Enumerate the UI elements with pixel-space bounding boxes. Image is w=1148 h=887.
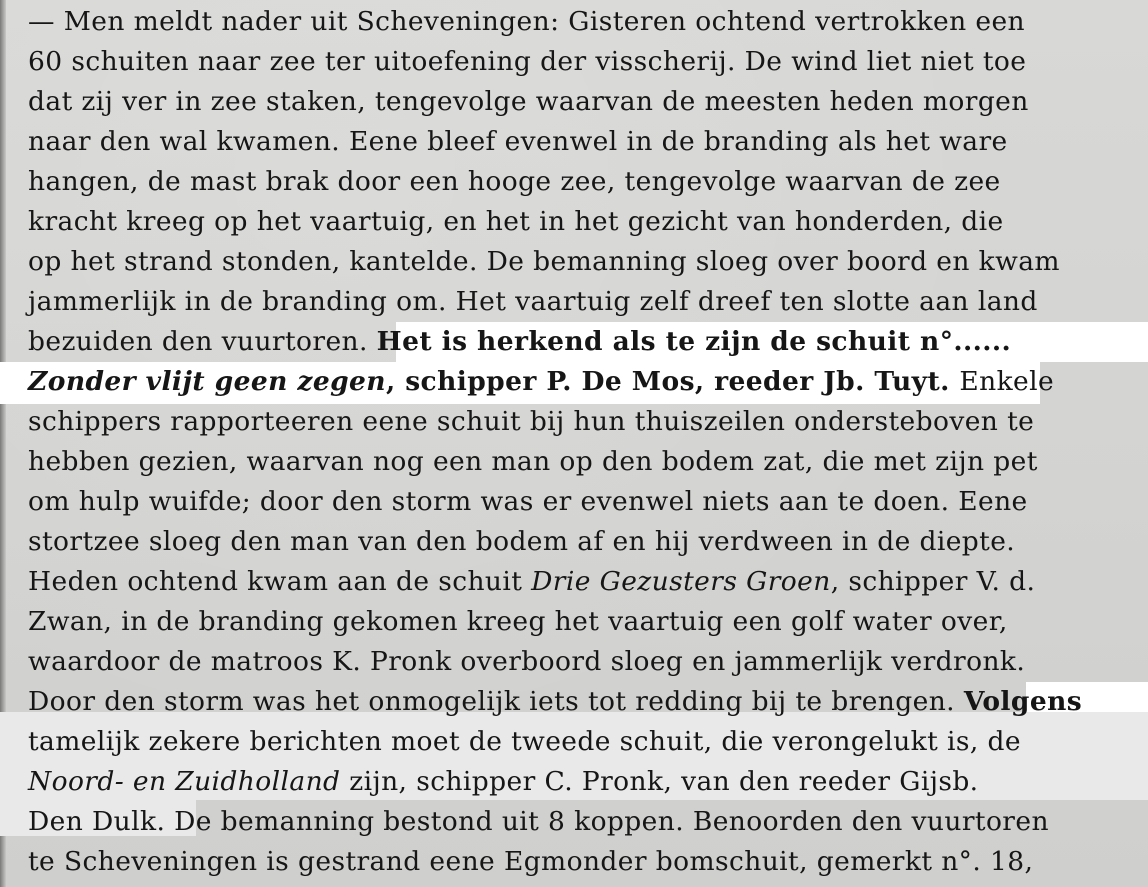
article-line (28, 722, 1132, 762)
article-line (28, 242, 1132, 282)
article-line (28, 42, 1132, 82)
article-line (28, 322, 1132, 362)
article-line (28, 442, 1132, 482)
article-line (28, 482, 1132, 522)
article-line (28, 362, 1132, 402)
article-line (28, 602, 1132, 642)
text-segment: Door den storm was het onmogelijk iets tot redding bij te brengen. (28, 686, 964, 717)
text-segment: op het strand stonden, kantelde. De bemanning sloeg over boord en kwam (28, 246, 1060, 277)
article-line (28, 682, 1132, 722)
text-segment: Zonder vlijt geen zegen (28, 366, 386, 397)
text-segment: waardoor de matroos K. Pronk overboord sloeg en jammerlijk verdronk. (28, 646, 1026, 677)
text-segment: Heden ochtend kwam aan de schuit (28, 566, 532, 597)
article-line (28, 802, 1132, 842)
text-segment: 60 schuiten naar zee ter uitoefening der visscherij. De wind liet niet toe (28, 46, 1027, 77)
text-segment: dat zij ver in zee staken, tengevolge waarvan de meesten heden morgen (28, 86, 1029, 117)
text-segment: Noord- en Zuidholland (28, 766, 341, 797)
text-segment: Volgens (963, 686, 1083, 717)
text-segment: naar den wal kwamen. Eene bleef evenwel in de branding als het ware (28, 126, 1008, 157)
article-line (28, 522, 1132, 562)
text-segment: kracht kreeg op het vaartuig, en het in het gezicht van honderden, die (28, 206, 1004, 237)
text-segment: , schipper P. De Mos, reeder Jb. Tuyt. (385, 366, 960, 397)
text-segment: te Scheveningen is gestrand eene Egmonder bomschuit, gemerkt n°. 18, (28, 846, 1034, 877)
text-segment: schippers rapporteeren eene schuit bij hun thuiszeilen ondersteboven te (28, 406, 1035, 437)
article-line (28, 402, 1132, 442)
article-line (28, 2, 1132, 42)
article-line (28, 562, 1132, 602)
text-segment: hangen, de mast brak door een hooge zee, tengevolge waarvan de zee (28, 166, 1001, 197)
article-line (28, 642, 1132, 682)
text-segment: bezuiden den vuurtoren. (28, 326, 377, 357)
text-segment: , schipper V. d. (830, 566, 1036, 597)
article-line (28, 842, 1132, 882)
text-segment: Het is herkend als te zijn de schuit n°...... (376, 326, 1012, 357)
article-line (28, 282, 1132, 322)
text-segment: Enkele (959, 366, 1055, 397)
text-segment: zijn, schipper C. Pronk, van den reeder Gijsb. (340, 766, 979, 797)
article-line (28, 122, 1132, 162)
text-segment: stortzee sloeg den man van den bodem af en hij verdween in de diepte. (28, 526, 1016, 557)
text-segment: — Men meldt nader uit Scheveningen: Gisteren ochtend vertrokken een (28, 6, 1026, 37)
text-segment: tamelijk zekere berichten moet de tweede schuit, die verongelukt is, de (28, 726, 1021, 757)
text-segment: De bemanning bestond uit 8 koppen. Benoorden den vuurtoren (165, 806, 1049, 837)
article-line (28, 162, 1132, 202)
text-segment: Drie Gezusters Groen (531, 566, 831, 597)
text-segment: jammerlijk in de branding om. Het vaartuig zelf dreef ten slotte aan land (28, 286, 1038, 317)
text-segment: Den Dulk. (28, 806, 166, 837)
text-segment: Zwan, in de branding gekomen kreeg het vaartuig een golf water over, (28, 606, 1008, 637)
article-line (28, 82, 1132, 122)
article-line (28, 762, 1132, 802)
text-segment: om hulp wuifde; door den storm was er evenwel niets aan te doen. Eene (28, 486, 1028, 517)
article-line (28, 202, 1132, 242)
text-segment: hebben gezien, waarvan nog een man op den bodem zat, die met zijn pet (28, 446, 1038, 477)
